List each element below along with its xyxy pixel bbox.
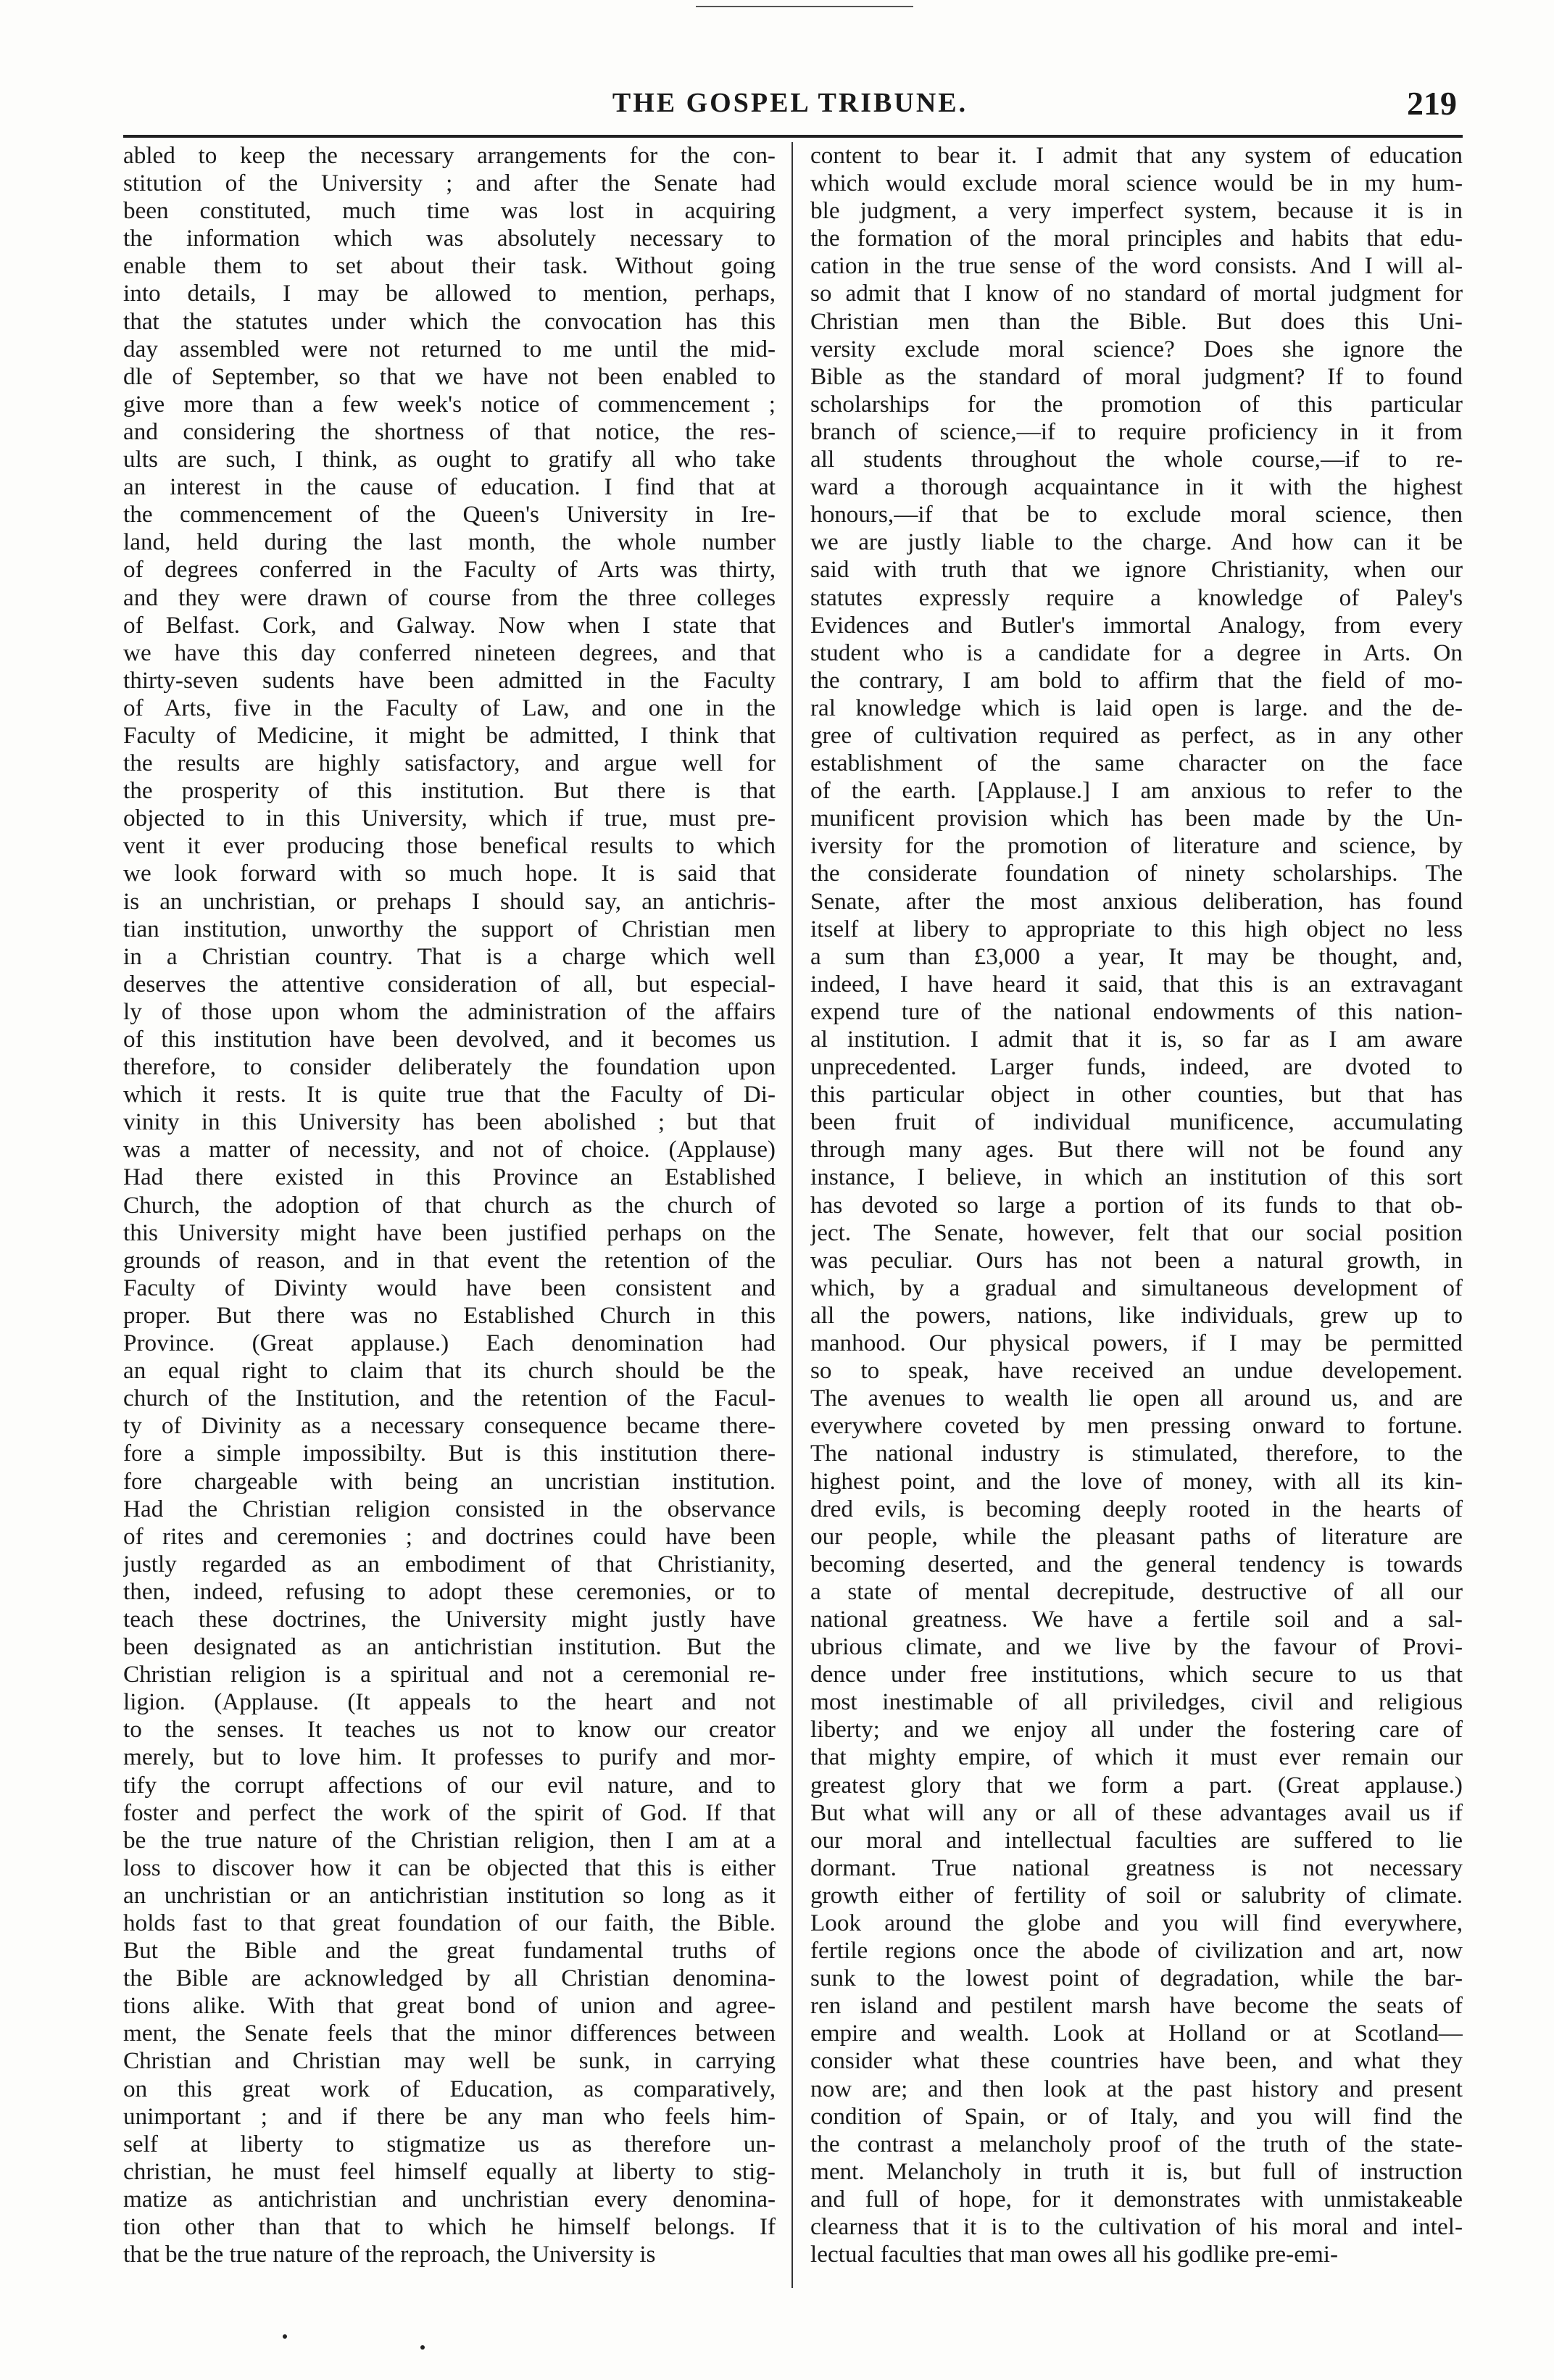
text-line: that the statutes under which the convocation has this xyxy=(123,307,776,335)
text-line: proper. But there was no Established Church in this xyxy=(123,1301,776,1329)
text-line: thirty-seven sudents have been admitted in the Faculty xyxy=(123,666,776,694)
text-line: of this institution have been devolved, and it becomes us xyxy=(123,1026,776,1053)
text-line: expend ture of the national endowments of this nation- xyxy=(810,998,1463,1025)
text-line: content to bear it. I admit that any system of education xyxy=(810,142,1463,169)
text-line: in a Christian country. That is a charge which well xyxy=(123,942,776,970)
text-line: a sum than £3,000 a year, It may be thought, and, xyxy=(810,942,1463,970)
left-column xyxy=(123,142,776,2288)
text-line: loss to discover how it can be objected that this is either xyxy=(123,1854,776,1881)
text-line: Christian religion is a spiritual and not a ceremonial re- xyxy=(123,1661,776,1688)
text-line: has devoted so large a portion of its funds to that ob- xyxy=(810,1191,1463,1219)
text-line: a state of mental decrepitude, destructive of all our xyxy=(810,1577,1463,1605)
text-line: ly of those upon whom the administration of the affairs xyxy=(123,998,776,1025)
text-line: ral knowledge which is laid open is large. and the de- xyxy=(810,694,1463,721)
text-line: which it rests. It is quite true that the Faculty of Di- xyxy=(123,1081,776,1108)
text-line: of rites and ceremonies ; and doctrines could have been xyxy=(123,1522,776,1550)
text-line: ble judgment, a very imperfect system, because it is in xyxy=(810,197,1463,225)
text-line: dormant. True national greatness is not necessary xyxy=(810,1854,1463,1881)
text-line: of Belfast. Cork, and Galway. Now when I state that xyxy=(123,611,776,639)
text-line: land, held during the last month, the whole number xyxy=(123,528,776,556)
text-line: unimportant ; and if there be any man who feels him- xyxy=(123,2102,776,2130)
text-line: on this great work of Education, as comparatively, xyxy=(123,2075,776,2102)
text-line: iversity for the promotion of literature and science, by xyxy=(810,832,1463,860)
text-line: so to speak, have received an undue developement. xyxy=(810,1357,1463,1385)
text-line: ren island and pestilent marsh have become the seats of xyxy=(810,1992,1463,2020)
text-line: grounds of reason, and in that event the retention of the xyxy=(123,1246,776,1274)
running-title: THE GOSPEL TRIBUNE. xyxy=(612,88,968,118)
text-line: the contrary, I am bold to affirm that the field of mo- xyxy=(810,666,1463,694)
text-line: honours,—if that be to exclude moral science, then xyxy=(810,501,1463,528)
text-line: the results are highly satisfactory, and argue well for xyxy=(123,750,776,777)
text-line: fore chargeable with being an uncristian institution. xyxy=(123,1467,776,1495)
text-line: be the true nature of the Christian religion, then I am at a xyxy=(123,1826,776,1854)
text-line: enable them to set about their task. Without going xyxy=(123,252,776,280)
text-line: that be the true nature of the reproach, the University is xyxy=(123,2241,656,2268)
text-line: an unchristian or an antichristian institution so long as it xyxy=(123,1881,776,1909)
text-line: Faculty of Divinty would have been consistent and xyxy=(123,1274,776,1301)
text-line: dle of September, so that we have not been enabled to xyxy=(123,362,776,390)
text-line: the commencement of the Queen's University in Ire- xyxy=(123,501,776,528)
text-line: clearness that it is to the cultivation of his moral and intel- xyxy=(810,2213,1463,2241)
text-line: the formation of the moral principles and habits that edu- xyxy=(810,225,1463,252)
text-line: so admit that I know of no standard of mortal judgment for xyxy=(810,280,1463,307)
text-line: ubrious climate, and we live by the favour of Provi- xyxy=(810,1633,1463,1661)
text-line: But what will any or all of these advantages avail us if xyxy=(810,1799,1463,1826)
text-line: lectual faculties that man owes all his godlike pre-emi- xyxy=(810,2241,1339,2268)
text-line: our moral and intellectual faculties are suffered to lie xyxy=(810,1826,1463,1854)
text-line: christian, he must feel himself equally at liberty to stig- xyxy=(123,2157,776,2185)
text-line: growth either of fertility of soil or salubrity of climate. xyxy=(810,1881,1463,1909)
text-line: an equal right to claim that its church should be the xyxy=(123,1357,776,1385)
text-line: is an unchristian, or prehaps I should say, an antichris- xyxy=(123,887,776,915)
text-line: Christian men than the Bible. But does this Uni- xyxy=(810,307,1463,335)
text-line: the contrast a melancholy proof of the truth of the state- xyxy=(810,2130,1463,2157)
text-line: the information which was absolutely necessary to xyxy=(123,225,776,252)
text-line: ward a thorough acquaintance in it with the highest xyxy=(810,473,1463,501)
text-line: foster and perfect the work of the spirit of God. If that xyxy=(123,1799,776,1826)
text-line: and considering the shortness of that notice, the res- xyxy=(123,418,776,445)
text-line: The national industry is stimulated, therefore, to the xyxy=(810,1440,1463,1467)
print-speck xyxy=(420,2345,425,2350)
text-line: to the senses. It teaches us not to know our creator xyxy=(123,1716,776,1743)
text-line: we look forward with so much hope. It is said that xyxy=(123,860,776,887)
text-line: matize as antichristian and unchristian every denomina- xyxy=(123,2185,776,2213)
text-line: now are; and then look at the past history and present xyxy=(810,2075,1463,2102)
text-line: establishment of the same character on the face xyxy=(810,750,1463,777)
text-line: vinity in this University has been abolished ; but that xyxy=(123,1108,776,1136)
text-columns xyxy=(123,142,1463,2288)
text-line: objected to in this University, which if true, must pre- xyxy=(123,805,776,832)
text-line: branch of science,—if to require proficiency in it from xyxy=(810,418,1463,445)
text-line: fertile regions once the abode of civilization and art, now xyxy=(810,1937,1463,1965)
text-line: we are justly liable to the charge. And how can it be xyxy=(810,528,1463,556)
text-line: national greatness. We have a fertile soil and a sal- xyxy=(810,1605,1463,1633)
text-line: day assembled were not returned to me until the mid- xyxy=(123,335,776,362)
text-line: ment. Melancholy in truth it is, but full of instruction xyxy=(810,2157,1463,2185)
text-line: therefore, to consider deliberately the foundation upon xyxy=(123,1053,776,1081)
text-line: merely, but to love him. It professes to purify and mor- xyxy=(123,1743,776,1771)
text-line: all students throughout the whole course,—if to re- xyxy=(810,446,1463,473)
text-line: abled to keep the necessary arrangements for the con- xyxy=(123,142,776,169)
text-line: holds fast to that great foundation of our faith, the Bible. xyxy=(123,1910,776,1936)
text-line: highest point, and the love of money, with all its kin- xyxy=(810,1467,1463,1495)
text-line: sunk to the lowest point of degradation, while the bar- xyxy=(810,1965,1463,1992)
header-rule xyxy=(123,135,1463,138)
text-line: munificent provision which has been made by the Un- xyxy=(810,805,1463,832)
text-line: tian institution, unworthy the support of Christian men xyxy=(123,915,776,942)
text-line: this University might have been justified perhaps on the xyxy=(123,1219,776,1246)
text-line: of the earth. [Applause.] I am anxious to refer to the xyxy=(810,777,1463,805)
text-line: Evidences and Butler's immortal Analogy, from every xyxy=(810,611,1463,639)
text-line: gree of cultivation required as perfect, as in any other xyxy=(810,721,1463,749)
text-line: Look around the globe and you will find everywhere, xyxy=(810,1910,1463,1936)
text-line: that mighty empire, of which it must ever remain our xyxy=(810,1743,1463,1771)
print-speck xyxy=(283,2334,287,2339)
text-line: been designated as an antichristian institution. But the xyxy=(123,1633,776,1661)
page-header xyxy=(123,87,1457,138)
text-line: ligion. (Applause. (It appeals to the heart and not xyxy=(123,1688,776,1716)
text-line: and full of hope, for it demonstrates with unmistakeable xyxy=(810,2185,1463,2213)
text-line: itself at libery to appropriate to this high object no less xyxy=(810,915,1463,942)
text-line: self at liberty to stigmatize us as therefore un- xyxy=(123,2130,776,2157)
text-line: stitution of the University ; and after the Senate had xyxy=(123,170,776,197)
text-line: which would exclude moral science would be in my hum- xyxy=(810,170,1463,197)
text-line: tions alike. With that great bond of union and agree- xyxy=(123,1992,776,2020)
text-line: versity exclude moral science? Does she ignore the xyxy=(810,335,1463,362)
text-line: of Arts, five in the Faculty of Law, and one in the xyxy=(123,694,776,721)
text-line: tion other than that to which he himself belongs. If xyxy=(123,2213,776,2241)
text-line: condition of Spain, or of Italy, and you will find the xyxy=(810,2102,1463,2130)
text-line: liberty; and we enjoy all under the fostering care of xyxy=(810,1716,1463,1743)
text-line: this particular object in other counties, but that has xyxy=(810,1081,1463,1108)
text-line: dred evils, is becoming deeply rooted in the hearts of xyxy=(810,1495,1463,1522)
text-line: been constituted, much time was lost in acquiring xyxy=(123,197,776,225)
text-line: ject. The Senate, however, felt that our social position xyxy=(810,1219,1463,1246)
text-line: But the Bible and the great fundamental truths of xyxy=(123,1937,776,1965)
text-line: then, indeed, refusing to adopt these ceremonies, or to xyxy=(123,1577,776,1605)
text-line: ment, the Senate feels that the minor differences between xyxy=(123,2020,776,2047)
text-line: consider what these countries have been, and what they xyxy=(810,2047,1463,2075)
text-line: we have this day conferred nineteen degrees, and that xyxy=(123,639,776,666)
text-line: deserves the attentive consideration of all, but especial- xyxy=(123,970,776,998)
text-line: indeed, I have heard it said, that this is an extravagant xyxy=(810,970,1463,998)
text-line: scholarships for the promotion of this particular xyxy=(810,390,1463,418)
page-number: 219 xyxy=(1407,85,1457,122)
text-line: empire and wealth. Look at Holland or at Scotland— xyxy=(810,2020,1463,2047)
text-line: through many ages. But there will not be found any xyxy=(810,1136,1463,1164)
text-line: an interest in the cause of education. I find that at xyxy=(123,473,776,501)
text-line: ty of Divinity as a necessary consequence became there- xyxy=(123,1412,776,1440)
text-line: been fruit of individual munificence, accumulating xyxy=(810,1108,1463,1136)
text-line: and they were drawn of course from the three colleges xyxy=(123,584,776,611)
text-line: our people, while the pleasant paths of literature are xyxy=(810,1522,1463,1550)
text-line: give more than a few week's notice of commencement ; xyxy=(123,390,776,418)
text-line: statutes expressly require a knowledge of Paley's xyxy=(810,584,1463,611)
text-line: dence under free institutions, which secure to us that xyxy=(810,1661,1463,1688)
text-line: into details, I may be allowed to mention, perhaps, xyxy=(123,280,776,307)
text-line: justly regarded as an embodiment of that Christianity, xyxy=(123,1550,776,1577)
text-line: teach these doctrines, the University might justly have xyxy=(123,1605,776,1633)
text-line: vent it ever producing those benefical results to which xyxy=(123,832,776,860)
text-line: tify the corrupt affections of our evil nature, and to xyxy=(123,1771,776,1799)
text-line: Senate, after the most anxious deliberation, has found xyxy=(810,887,1463,915)
top-decorative-rule xyxy=(696,6,913,7)
text-line: everywhere coveted by men pressing onward to fortune. xyxy=(810,1412,1463,1440)
text-line: all the powers, nations, like individuals, grew up to xyxy=(810,1301,1463,1329)
text-line: said with truth that we ignore Christianity, when our xyxy=(810,556,1463,584)
text-line: cation in the true sense of the word consists. And I will al- xyxy=(810,252,1463,280)
text-line: Had the Christian religion consisted in the observance xyxy=(123,1495,776,1522)
text-line: greatest glory that we form a part. (Great applause.) xyxy=(810,1771,1463,1799)
text-line: Had there existed in this Province an Established xyxy=(123,1164,776,1191)
text-line: the prosperity of this institution. But there is that xyxy=(123,777,776,805)
text-line: fore a simple impossibilty. But is this institution there- xyxy=(123,1440,776,1467)
text-line: which, by a gradual and simultaneous development of xyxy=(810,1274,1463,1301)
text-line: was a matter of necessity, and not of choice. (Applause) xyxy=(123,1136,776,1164)
text-line: most inestimable of all priviledges, civil and religious xyxy=(810,1688,1463,1716)
text-line: Province. (Great applause.) Each denomination had xyxy=(123,1330,776,1357)
text-line: student who is a candidate for a degree in Arts. On xyxy=(810,639,1463,666)
text-line: the considerate foundation of ninety scholarships. The xyxy=(810,860,1463,887)
text-line: church of the Institution, and the retention of the Facul- xyxy=(123,1385,776,1412)
text-line: Christian and Christian may well be sunk, in carrying xyxy=(123,2047,776,2075)
text-line: Church, the adoption of that church as the church of xyxy=(123,1191,776,1219)
text-line: ults are such, I think, as ought to gratify all who take xyxy=(123,446,776,473)
text-line: Faculty of Medicine, it might be admitted, I think that xyxy=(123,721,776,749)
right-column xyxy=(810,142,1463,2288)
column-divider xyxy=(791,142,793,2288)
text-line: of degrees conferred in the Faculty of Arts was thirty, xyxy=(123,556,776,584)
text-line: instance, I believe, in which an institution of this sort xyxy=(810,1164,1463,1191)
text-line: unprecedented. Larger funds, indeed, are dvoted to xyxy=(810,1053,1463,1081)
text-line: was peculiar. Ours has not been a natural growth, in xyxy=(810,1246,1463,1274)
text-line: manhood. Our physical powers, if I may be permitted xyxy=(810,1330,1463,1357)
text-line: The avenues to wealth lie open all around us, and are xyxy=(810,1385,1463,1412)
text-line: becoming deserted, and the general tendency is towards xyxy=(810,1550,1463,1577)
print-specks xyxy=(239,2320,529,2363)
text-line: al institution. I admit that it is, so far as I am aware xyxy=(810,1026,1463,1053)
text-line: Bible as the standard of moral judgment? If to found xyxy=(810,362,1463,390)
text-line: the Bible are acknowledged by all Christian denomina- xyxy=(123,1965,776,1992)
